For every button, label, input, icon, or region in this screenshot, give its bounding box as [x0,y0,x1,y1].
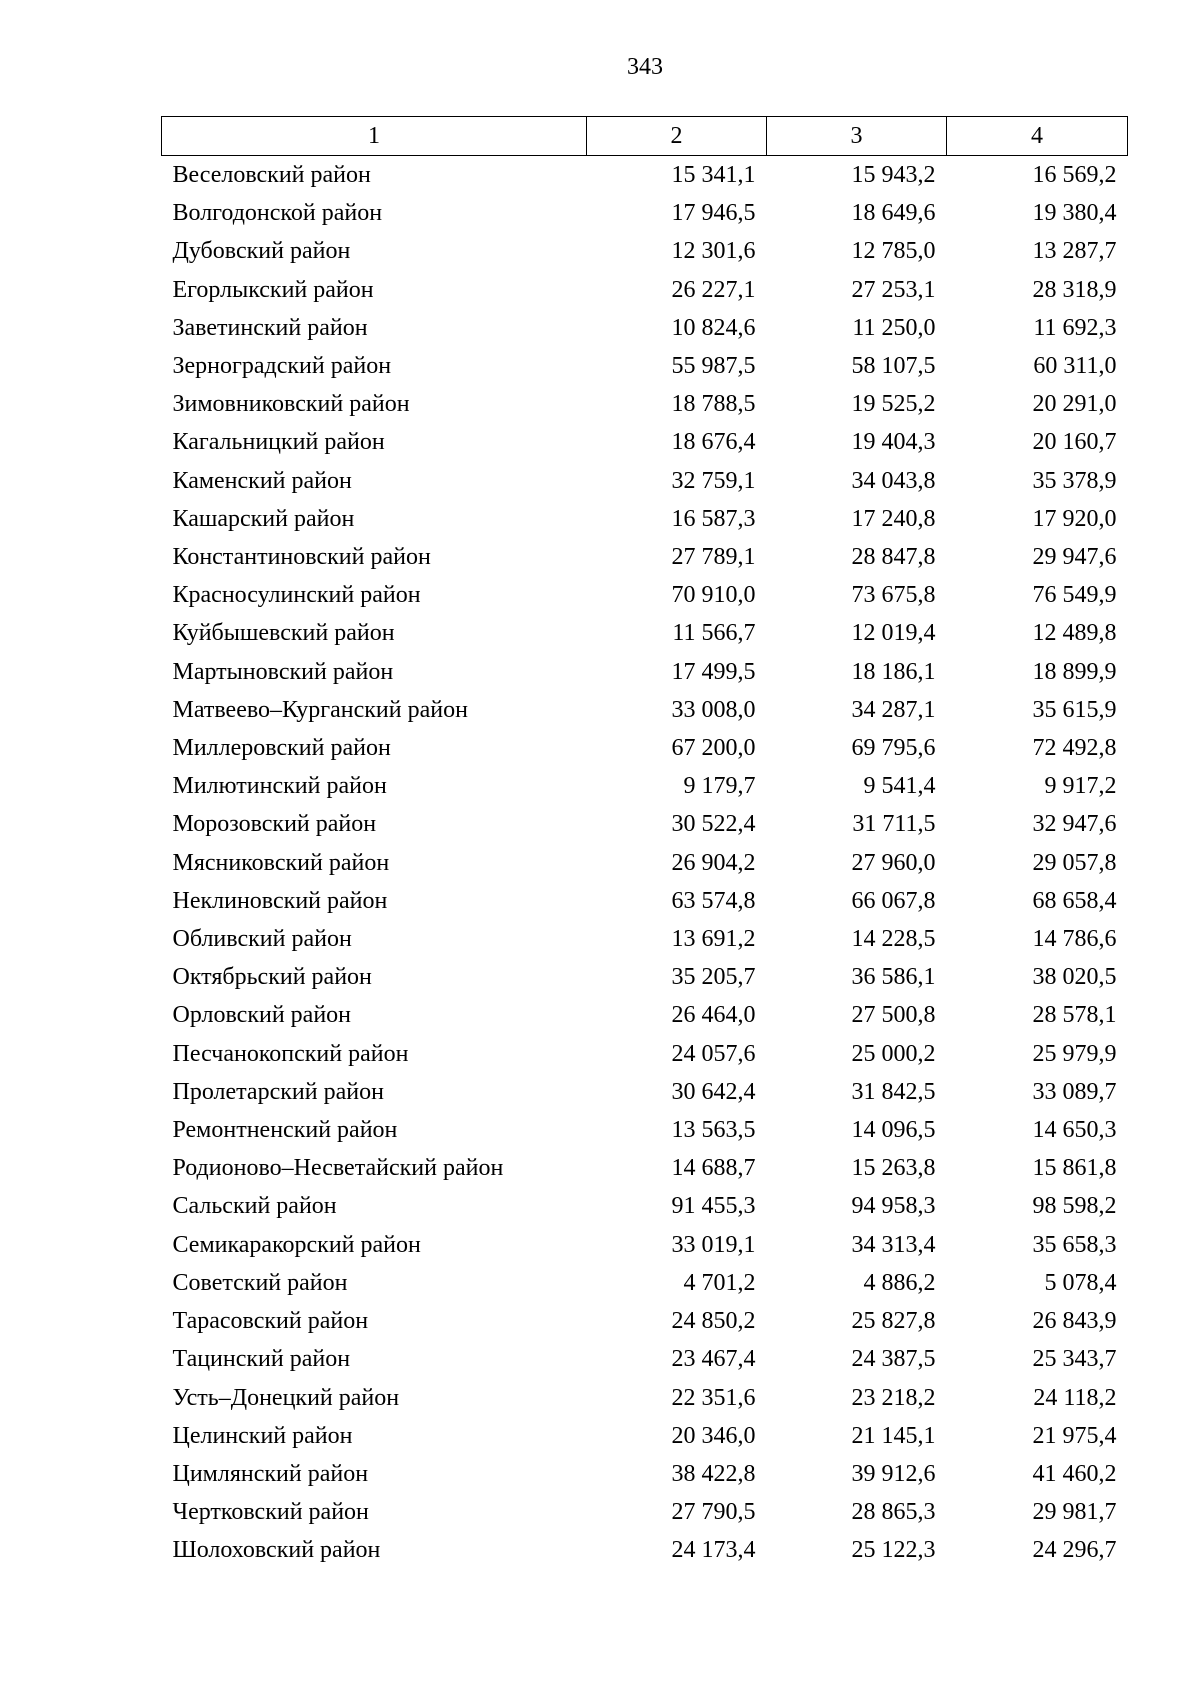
table-row [162,1455,1128,1493]
value-cell-col4: 15 861,8 [1032,1155,1117,1182]
district-name-cell: Чертковский район [172,1499,369,1526]
value-cell-col3: 4 886,2 [863,1269,936,1296]
district-name-cell: Усть–Донецкий район [172,1384,400,1411]
district-name-cell: Егорлыкский район [172,276,374,303]
value-cell-col2: 63 574,8 [671,887,756,914]
table-row [162,347,1128,385]
value-cell-col3: 14 096,5 [851,1117,936,1144]
value-cell-col3: 69 795,6 [851,735,936,762]
district-name-cell: Дубовский район [172,238,351,265]
value-cell-col3: 19 525,2 [851,391,936,418]
table-row [162,767,1128,805]
table-row [162,1226,1128,1264]
district-name-cell: Морозовский район [172,811,377,838]
value-cell-col4: 18 899,9 [1032,658,1117,685]
district-name-cell: Советский район [172,1269,348,1296]
value-cell-col2: 10 824,6 [671,314,756,341]
value-cell-col3: 27 500,8 [851,1002,936,1029]
district-name-cell: Семикаракорский район [172,1231,421,1258]
value-cell-col3: 39 912,6 [851,1460,936,1487]
district-name-cell: Милютинский район [172,773,387,800]
value-cell-col2: 13 691,2 [671,926,756,953]
value-cell-col4: 28 578,1 [1032,1002,1117,1029]
value-cell-col2: 18 676,4 [671,429,756,456]
value-cell-col4: 28 318,9 [1032,276,1117,303]
value-cell-col3: 15 263,8 [851,1155,936,1182]
district-name-cell: Мясниковский район [172,849,390,876]
value-cell-col3: 11 250,0 [852,314,936,341]
district-name-cell: Матвеево–Курганский район [172,696,468,723]
table-row [162,1417,1128,1455]
value-cell-col4: 19 380,4 [1032,200,1117,227]
district-name-cell: Цимлянский район [172,1460,369,1487]
district-name-cell: Шолоховский район [172,1537,381,1564]
value-cell-col4: 68 658,4 [1032,887,1117,914]
value-cell-col2: 70 910,0 [671,582,756,609]
value-cell-col2: 22 351,6 [671,1384,756,1411]
district-name-cell: Константиновский район [172,544,431,571]
value-cell-col2: 26 464,0 [671,1002,756,1029]
value-cell-col3: 12 019,4 [851,620,936,647]
table-row [162,385,1128,423]
value-cell-col2: 17 946,5 [671,200,756,227]
value-cell-col3: 15 943,2 [851,162,936,188]
table-row [162,500,1128,538]
table-row [162,156,1128,195]
value-cell-col2: 4 701,2 [683,1269,756,1296]
table-row [162,1035,1128,1073]
value-cell-col2: 30 642,4 [671,1078,756,1105]
value-cell-col4: 20 160,7 [1032,429,1117,456]
district-name-cell: Неклиновский район [172,887,388,914]
district-name-cell: Тацинский район [172,1346,351,1373]
value-cell-col4: 76 549,9 [1032,582,1117,609]
value-cell-col3: 12 785,0 [851,238,936,265]
value-cell-col3: 27 253,1 [851,276,936,303]
value-cell-col3: 28 865,3 [851,1499,936,1526]
value-cell-col2: 35 205,7 [671,964,756,991]
table-row [162,1493,1128,1531]
value-cell-col4: 32 947,6 [1032,811,1117,838]
value-cell-col3: 19 404,3 [851,429,936,456]
value-cell-col4: 17 920,0 [1032,505,1117,532]
value-cell-col4: 98 598,2 [1032,1193,1117,1220]
value-cell-col2: 26 904,2 [671,849,756,876]
value-cell-col2: 91 455,3 [671,1193,756,1220]
table-header-row [162,117,1128,156]
table-row [162,1379,1128,1417]
table-row [162,958,1128,996]
table-row [162,1302,1128,1340]
table-row [162,576,1128,614]
value-cell-col4: 29 057,8 [1032,849,1117,876]
value-cell-col2: 11 566,7 [672,620,756,647]
value-cell-col2: 24 057,6 [671,1040,756,1067]
value-cell-col4: 25 343,7 [1032,1346,1117,1373]
value-cell-col3: 23 218,2 [851,1384,936,1411]
district-name-cell: Кагальницкий район [172,429,385,456]
table-row [162,1111,1128,1149]
district-name-cell: Ремонтненский район [172,1117,398,1144]
value-cell-col4: 11 692,3 [1033,314,1117,341]
value-cell-col3: 25 827,8 [851,1308,936,1335]
district-name-cell: Мартыновский район [172,658,394,685]
district-name-cell: Орловский район [172,1002,352,1029]
column-header-3: 3 [767,117,947,156]
value-cell-col3: 17 240,8 [851,505,936,532]
table-row [162,614,1128,652]
value-cell-col2: 32 759,1 [671,467,756,494]
table-body [162,156,1128,1570]
value-cell-col4: 38 020,5 [1032,964,1117,991]
value-cell-col2: 17 499,5 [671,658,756,685]
value-cell-col2: 15 341,1 [671,162,756,188]
table-row [162,538,1128,576]
table-row [162,232,1128,270]
table-row [162,844,1128,882]
value-cell-col2: 9 179,7 [683,773,756,800]
value-cell-col3: 14 228,5 [851,926,936,953]
value-cell-col3: 66 067,8 [851,887,936,914]
value-cell-col4: 41 460,2 [1032,1460,1117,1487]
page-number: 343 [627,54,663,80]
value-cell-col4: 12 489,8 [1032,620,1117,647]
table-row [162,805,1128,843]
table-row [162,882,1128,920]
value-cell-col3: 58 107,5 [851,353,936,380]
value-cell-col3: 31 842,5 [851,1078,936,1105]
table-row [162,194,1128,232]
table-row [162,920,1128,958]
value-cell-col3: 28 847,8 [851,544,936,571]
value-cell-col2: 12 301,6 [671,238,756,265]
value-cell-col2: 55 987,5 [671,353,756,380]
value-cell-col3: 9 541,4 [863,773,936,800]
district-name-cell: Обливский район [172,926,352,953]
district-name-cell: Миллеровский район [172,735,391,762]
value-cell-col4: 35 615,9 [1032,696,1117,723]
table-row [162,1531,1128,1569]
value-cell-col3: 73 675,8 [851,582,936,609]
value-cell-col2: 27 789,1 [671,544,756,571]
table-row [162,691,1128,729]
value-cell-col2: 27 790,5 [671,1499,756,1526]
value-cell-col3: 21 145,1 [851,1422,936,1449]
value-cell-col3: 34 313,4 [851,1231,936,1258]
district-name-cell: Октябрьский район [172,964,372,991]
value-cell-col2: 13 563,5 [671,1117,756,1144]
column-header-1: 1 [162,117,587,156]
table-row [162,1187,1128,1225]
value-cell-col3: 34 043,8 [851,467,936,494]
value-cell-col3: 34 287,1 [851,696,936,723]
value-cell-col2: 26 227,1 [671,276,756,303]
value-cell-col2: 14 688,7 [671,1155,756,1182]
value-cell-col4: 20 291,0 [1032,391,1117,418]
value-cell-col4: 35 378,9 [1032,467,1117,494]
table-row [162,462,1128,500]
value-cell-col3: 27 960,0 [851,849,936,876]
value-cell-col3: 94 958,3 [851,1193,936,1220]
value-cell-col2: 33 019,1 [671,1231,756,1258]
value-cell-col4: 14 650,3 [1032,1117,1117,1144]
value-cell-col2: 20 346,0 [671,1422,756,1449]
value-cell-col2: 18 788,5 [671,391,756,418]
table-row [162,1073,1128,1111]
value-cell-col4: 26 843,9 [1032,1308,1117,1335]
value-cell-col2: 67 200,0 [671,735,756,762]
value-cell-col4: 25 979,9 [1032,1040,1117,1067]
district-values-table [161,116,1128,1570]
value-cell-col3: 18 649,6 [851,200,936,227]
value-cell-col4: 35 658,3 [1032,1231,1117,1258]
district-name-cell: Тарасовский район [172,1308,369,1335]
value-cell-col3: 36 586,1 [851,964,936,991]
value-cell-col3: 18 186,1 [851,658,936,685]
district-name-cell: Зерноградский район [172,353,392,380]
column-header-4: 4 [947,117,1128,156]
value-cell-col3: 25 000,2 [851,1040,936,1067]
value-cell-col4: 9 917,2 [1044,773,1117,800]
table-row [162,1340,1128,1378]
table-row [162,653,1128,691]
value-cell-col4: 33 089,7 [1032,1078,1117,1105]
value-cell-col2: 24 850,2 [671,1308,756,1335]
column-header-2: 2 [587,117,767,156]
value-cell-col3: 24 387,5 [851,1346,936,1373]
district-name-cell: Куйбышевский район [172,620,395,647]
district-name-cell: Целинский район [172,1422,353,1449]
value-cell-col4: 5 078,4 [1044,1269,1117,1296]
table-row [162,996,1128,1034]
value-cell-col3: 25 122,3 [851,1537,936,1564]
district-name-cell: Пролетарский район [172,1078,384,1105]
value-cell-col3: 31 711,5 [852,811,936,838]
table-row [162,1264,1128,1302]
table-row [162,1149,1128,1187]
value-cell-col4: 14 786,6 [1032,926,1117,953]
value-cell-col4: 29 947,6 [1032,544,1117,571]
table-row [162,271,1128,309]
value-cell-col4: 29 981,7 [1032,1499,1117,1526]
table-row [162,729,1128,767]
district-name-cell: Веселовский район [172,162,371,188]
value-cell-col4: 21 975,4 [1032,1422,1117,1449]
district-name-cell: Красносулинский район [172,582,421,609]
district-name-cell: Сальский район [172,1193,337,1220]
value-cell-col4: 16 569,2 [1032,162,1117,188]
value-cell-col2: 24 173,4 [671,1537,756,1564]
value-cell-col2: 23 467,4 [671,1346,756,1373]
value-cell-col2: 38 422,8 [671,1460,756,1487]
value-cell-col4: 24 296,7 [1032,1537,1117,1564]
district-name-cell: Заветинский район [172,314,368,341]
value-cell-col2: 16 587,3 [671,505,756,532]
table-row [162,309,1128,347]
value-cell-col2: 33 008,0 [671,696,756,723]
value-cell-col4: 72 492,8 [1032,735,1117,762]
district-name-cell: Родионово–Несветайский район [172,1155,504,1182]
value-cell-col4: 13 287,7 [1032,238,1117,265]
district-name-cell: Зимовниковский район [172,391,410,418]
district-name-cell: Песчанокопский район [172,1040,409,1067]
value-cell-col2: 30 522,4 [671,811,756,838]
table-row [162,423,1128,461]
value-cell-col4: 60 311,0 [1033,353,1117,380]
district-name-cell: Волгодонской район [172,200,383,227]
value-cell-col4: 24 118,2 [1033,1384,1117,1411]
district-name-cell: Кашарский район [172,505,355,532]
district-name-cell: Каменский район [172,467,352,494]
